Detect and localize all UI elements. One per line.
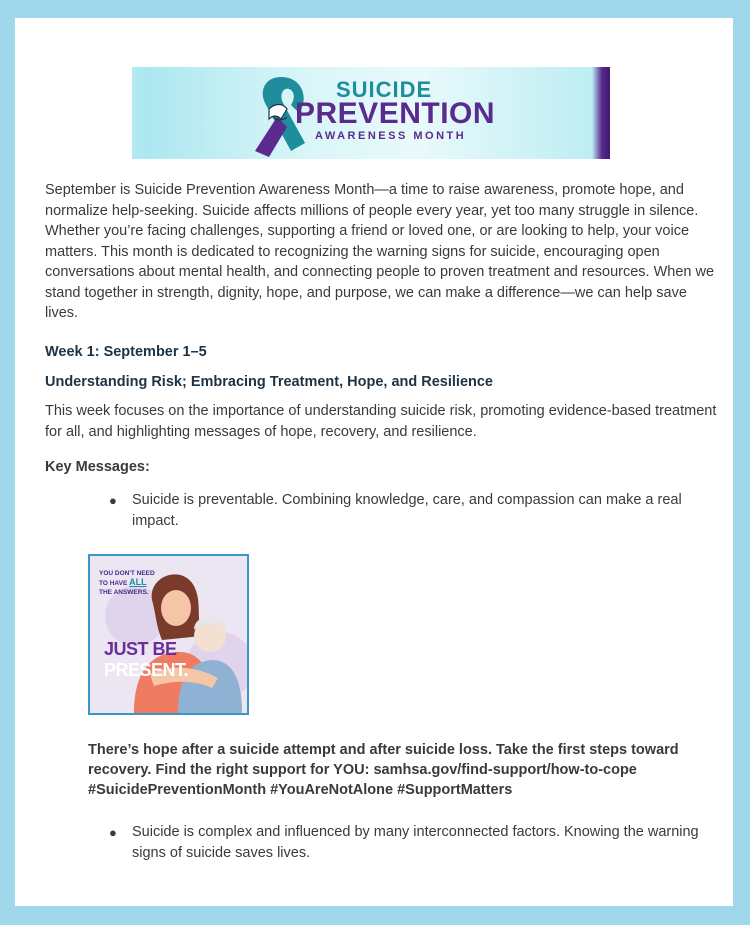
poster-big-text: JUST BE PRESENT.	[104, 639, 189, 680]
suicide-prevention-banner	[132, 67, 610, 159]
week-heading: Week 1: September 1–5	[45, 344, 207, 360]
week-theme-heading: Understanding Risk; Embracing Treatment, Hope, and Resilience	[45, 374, 493, 390]
banner-subtitle: AWARENESS MONTH	[315, 130, 467, 142]
list-item	[107, 822, 702, 864]
week-description: This week focuses on the importance of understanding suicide risk, promoting evidence-based treatment for all, and highlighting messages of hope, recovery, and resilience.	[45, 403, 717, 440]
banner-title-line2: PREVENTION	[295, 97, 496, 130]
list-item	[107, 490, 702, 532]
document-page	[15, 18, 733, 906]
bullet-dot-icon: ●	[109, 825, 117, 840]
banner-edge-left	[132, 67, 146, 159]
banner-title-line1: SUICIDE	[336, 77, 433, 102]
list-item-text: Suicide is preventable. Combining knowledge, care, and compassion can make a real impact.	[132, 492, 682, 529]
banner-edge-right	[592, 67, 610, 159]
just-be-present-poster	[88, 554, 249, 715]
bullet-dot-icon: ●	[109, 493, 117, 508]
list-item-text: Suicide is complex and influenced by many interconnected factors. Knowing the warning signs of suicide saves lives.	[132, 824, 699, 861]
poster-small-text: YOU DON'T NEED TO HAVE ALL THE ANSWERS.	[99, 570, 155, 596]
hope-message: There’s hope after a suicide attempt and after suicide loss. Take the first steps toward recovery. Find the right support for YOU: samhsa.gov/find-support/how-to-cope #SuicidePreventionMonth #YouAreNotAlone #SupportMatters	[88, 742, 679, 798]
intro-paragraph: September is Suicide Prevention Awareness Month—a time to raise awareness, promote hope, and normalize help-seeking. Suicide affects millions of people every year, yet too many struggle in silence. Whether you’re facing challenges, supporting a friend or loved one, or are looking to help, your voice matters. This month is dedicated to recognizing the warning signs for suicide, encouraging open conversations about mental health, and connecting people to proven treatment and resources. When we stand together in strength, dignity, hope, and purpose, we can make a difference—we can help save lives.	[45, 182, 715, 321]
key-messages-label: Key Messages:	[45, 459, 150, 475]
